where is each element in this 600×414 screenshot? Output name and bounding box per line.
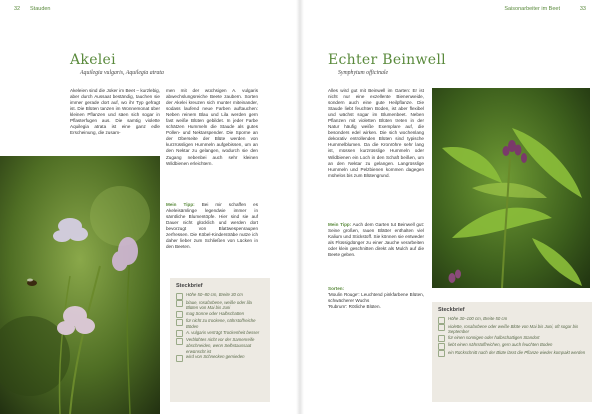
page-number: 33 (579, 6, 586, 12)
page-title: Akelei (70, 52, 116, 68)
steckbrief-item: liebt einen nährstoffreichen, gern auch feuchten Boden (432, 342, 592, 350)
section-header: Stauden (30, 6, 51, 12)
steckbrief-box (170, 278, 270, 402)
steckbrief-item: für nicht zu trockene, nährstoffreiche Böden (170, 318, 270, 329)
scissors-icon (176, 338, 183, 345)
body-column-1: Alles wird gut mit Beinwell im Garten: Er ist nicht nur eine exzellente Bienenweide, sondern auch eine gute Heilpflanze. Die Staude liebt feuchten Boden, ist aber flexibel und wächst sogar im Blumenbeet. Neben Pflanzen mit violetten Blüten treten in der Natur häufig weiße Exemplare auf, die besonders edel wirken. Die sich wochenlang dekorativ entrollenden Blüten sind typische Hummelblumen. Da die Kronröhre sehr lang ist, müssen kurzrüsslige Hummeln oder Wildbienen ein Loch in den Schaft beißen, um an den Nektar zu gelangen. Langrüsslige Hummeln und Pelzbienen kommen dagegen mühelos bis zum Blütengrund. (328, 88, 424, 178)
right-page (300, 0, 600, 414)
steckbrief-title: Steckbrief (176, 283, 203, 289)
body-column-1: Akeleien sind die Joker im Beet – kurzlebig, aber durch Aussaat beständig, tauchen sie immer gerade dort auf, wo ihr Typ gefragt ist. Die Blüten tanzen im Wonnemonat über kleinen Pflanzen und säen sich sogar in Pflasterfugen aus. Die samtig violette Aquilegia atrata ist eine ganz edle Erscheinung, die zusam- (70, 88, 160, 136)
steckbrief-item: Höhe 30–100 cm, Breite 50 cm (432, 316, 592, 324)
page-number: 32 (14, 6, 21, 12)
steckbrief-item: violette, rosafarbene oder weiße Blüte von Mai bis Juni, oft sogar bis September (432, 324, 592, 335)
section-header: Saisonarbeiter im Beet (504, 6, 560, 12)
steckbrief-item: wird von Schnecken gemieden (170, 354, 270, 362)
soil-icon (438, 343, 445, 350)
book-gutter (296, 0, 304, 414)
tip-text: Auch dem Garten tut Beinwell gut: Seine großen, rauen Blätter enthalten viel Kalium und Stickstoff. Sie können sie entweder als Flüssigdünger zu einer Jauche verarbeiten oder klein geschnitten direkt als Mulch auf die Beete geben. (328, 222, 425, 258)
scissors-icon (438, 350, 445, 357)
steckbrief-item: mag Sonne oder Halbschatten (170, 311, 270, 319)
soil-icon (176, 319, 183, 326)
latin-name: Aquilegia vulgaris, Aquilegia atrata (80, 70, 164, 76)
flower-icon (438, 324, 445, 331)
tip-label: Mein Tipp: (166, 202, 195, 207)
steckbrief-item: A. vulgaris verträgt Trockenheit besser (170, 330, 270, 338)
sorten-block (328, 286, 424, 310)
steckbrief-item: Höhe 50–80 cm, Breite 30 cm (170, 292, 270, 300)
tip-text: Bei mir schaffen es Akeleisämlinge legendwie immer in sämtliche Blumentöpfe. Hier sind sie auf Dauer nicht glücklich und werden dort bevorzugt von Blattwespenraupen zerfressen. Die Köbel-Kindersträbe nutze ich daher lieber zum Schließen von Lücken in den Beeten. (166, 202, 258, 250)
tip-label: Mein Tipp: (328, 222, 352, 227)
steckbrief-box (432, 302, 592, 402)
snail-icon (176, 355, 183, 362)
steckbrief-item: Verblühtes nicht vor der Samenreife abschneiden, wenn Selbstaussaat erwünscht ist (170, 337, 270, 354)
sun-icon (176, 311, 183, 318)
comfrey-photo (432, 88, 590, 288)
drought-icon (176, 330, 183, 337)
columbine-photo (0, 156, 160, 414)
sorten-item: 'Rubrum': Rötliche Blüten. (328, 304, 381, 310)
body-column-2: men mit der wüchsigen A. vulgaris abwechslungsreiche Beete zaubern. Sorten der Akelei kreuzen sich munter miteinander, sodass laufend neue Farben auftauchen: Neben reinem Blau und Lila werden gern fast weiße Blüten gebildet. In jeder Farbe schätzen Hummeln die Staude als gutes Pollen- und Nektarspender. Die Sporne an der Oberseite der Blüte werden von kurzrüssligen Hummeln aufgebissen, um an den Nektar zu gelangen, wodurch sie den Zugang nebenbei auch sehr kleinen Wildbienen erleichtern. (166, 88, 258, 166)
latin-name: Symphytum officinale (338, 70, 389, 76)
sorten-label: Sorten: (328, 286, 345, 291)
height-icon (438, 317, 445, 324)
steckbrief-item: blaue, rosafarbene, weiße oder lila Blüten von Mai bis Juni (170, 300, 270, 311)
page-title: Echter Beinwell (328, 52, 446, 68)
tip-paragraph (166, 202, 258, 250)
steckbrief-item: für einen sonnigen oder halbschattigen Standort (432, 335, 592, 343)
tip-paragraph (328, 222, 424, 258)
sun-icon (438, 335, 445, 342)
steckbrief-item: ein Rückschnitt nach der Blüte lässt die Pflanze wieder kompakt werden (432, 350, 592, 358)
flower-icon (176, 300, 183, 307)
steckbrief-title: Steckbrief (438, 307, 465, 313)
height-icon (176, 293, 183, 300)
sorten-item: 'Moulin Rouge': Leuchtend pinkfarbene Blüten, schwächerer Wuchs (328, 292, 424, 304)
